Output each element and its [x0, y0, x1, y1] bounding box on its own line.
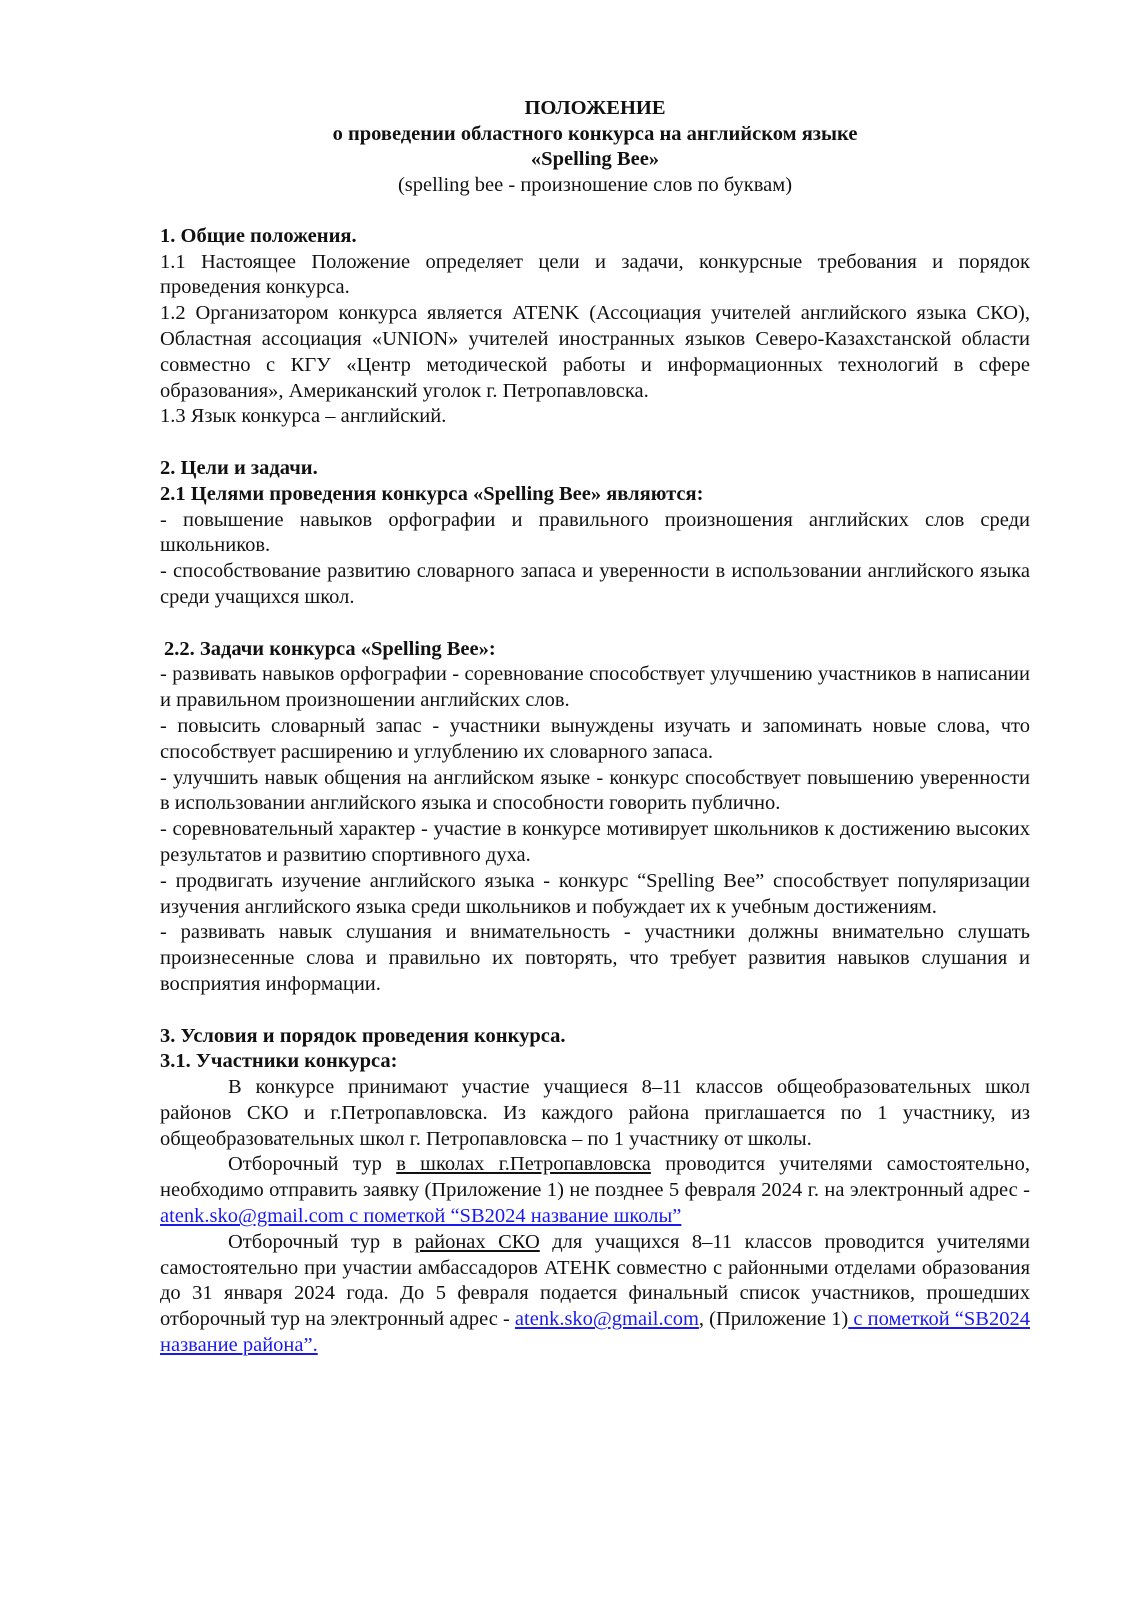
- document-subtitle: о проведении областного конкурса на английском языке: [332, 122, 858, 145]
- goal-item: - способствование развитию словарного запаса и уверенности в использовании английского языка среди учащихся школ.: [160, 560, 1030, 608]
- contest-note: (spelling bee - произношение слов по буквам): [397, 173, 793, 196]
- task-item: - улучшить навык общения на английском языке - конкурс способствует повышению уверенности в использовании английского языка и способности говорить публично.: [160, 766, 1030, 815]
- schools-underlined: в школах г.Петропавловска: [396, 1153, 651, 1176]
- document-title: ПОЛОЖЕНИЕ: [524, 97, 666, 119]
- section-2-1-heading: 2.1 Целями проведения конкурса «Spelling Bee» являются:: [160, 482, 704, 505]
- section-1-3: 1.3 Язык конкурса – английский.: [160, 405, 447, 428]
- text-run: для учащихся 8–11 классов проводится учителями самостоятельно при участии амбассадоров АТЕНК совместно с районными отделами образования до 31 января 2024 года. До 5 февраля подается финальный список участников, прошедших отборочный тур на электронный адрес -: [160, 1230, 1030, 1331]
- email-link-schools[interactable]: atenk.sko@gmail.com с пометкой “SB2024 название школы”: [160, 1205, 682, 1228]
- section-1-1: 1.1 Настоящее Положение определяет цели и задачи, конкурсные требования и порядок проведения конкурса.: [160, 250, 1030, 299]
- section-3-1-paragraph-1: В конкурсе принимают участие учащиеся 8–11 классов общеобразовательных школ районов СКО и г.Петропавловска. Из каждого района приглашается по 1 участнику, из общеобразовательных школ г. Петропавловска – по 1 участнику от школы.: [160, 1076, 1030, 1150]
- section-3-heading: 3. Условия и порядок проведения конкурса.: [160, 1024, 566, 1047]
- task-item: - соревновательный характер - участие в конкурсе мотивирует школьников к достижению высоких результатов и развитию спортивного духа.: [160, 818, 1030, 866]
- goal-item: - повышение навыков орфографии и правильного произношения английских слов среди школьников.: [160, 508, 1030, 557]
- document-title-block: [160, 96, 1030, 198]
- districts-underlined: районах СКО: [414, 1230, 540, 1253]
- task-item: - повысить словарный запас - участники вынуждены изучать и запоминать новые слова, что способствует расширению и углублению их словарного запаса.: [160, 714, 1030, 763]
- contest-name: «Spelling Bee»: [530, 148, 660, 170]
- task-item: - развивать навык слушания и внимательность - участники должны внимательно слушать произнесенные слова и правильно их повторять, что требует развития навыков слушания и восприятия информации.: [160, 921, 1030, 995]
- section-2-2-heading: 2.2. Задачи конкурса «Spelling Bee»:: [164, 637, 496, 660]
- task-item: - развивать навыков орфографии - соревнование способствует улучшению участников в написании и правильном произношении английских слов.: [160, 663, 1030, 712]
- section-1-2: 1.2 Организатором конкурса является ATENK (Ассоциация учителей английского языка СКО), Областная ассоциация «UNION» учителей иностранных языков Северо-Казахстанской области совместно с КГУ «Центр методической работы и информационных технологий в сфере образования», Американский уголок г. Петропавловска.: [160, 302, 1030, 402]
- section-3-1-paragraph-2: [160, 1152, 1030, 1229]
- document-page: [160, 96, 1030, 1359]
- section-3-1-paragraph-3: [160, 1230, 1030, 1359]
- text-run: проводится учителями самостоятельно, необходимо отправить заявку (Приложение 1) не позднее 5 февраля 2024 г. на электронный адрес -: [160, 1153, 1030, 1202]
- section-2-heading: 2. Цели и задачи.: [160, 456, 318, 479]
- text-run: Отборочный тур в: [228, 1230, 415, 1253]
- email-link-districts[interactable]: atenk.sko@gmail.com: [514, 1308, 699, 1331]
- district-subject-link[interactable]: с пометкой “SB2024 название района”.: [160, 1308, 1030, 1357]
- section-3-1-heading: 3.1. Участники конкурса:: [160, 1050, 398, 1073]
- section-1-heading: 1. Общие положения.: [160, 224, 357, 247]
- text-run: , (Приложение 1): [698, 1308, 849, 1331]
- text-run: Отборочный тур: [228, 1153, 397, 1176]
- task-item: - продвигать изучение английского языка - конкурс “Spelling Bee” способствует популяризации изучения английского языка среди школьников и побуждает их к учебным достижениям.: [160, 869, 1030, 918]
